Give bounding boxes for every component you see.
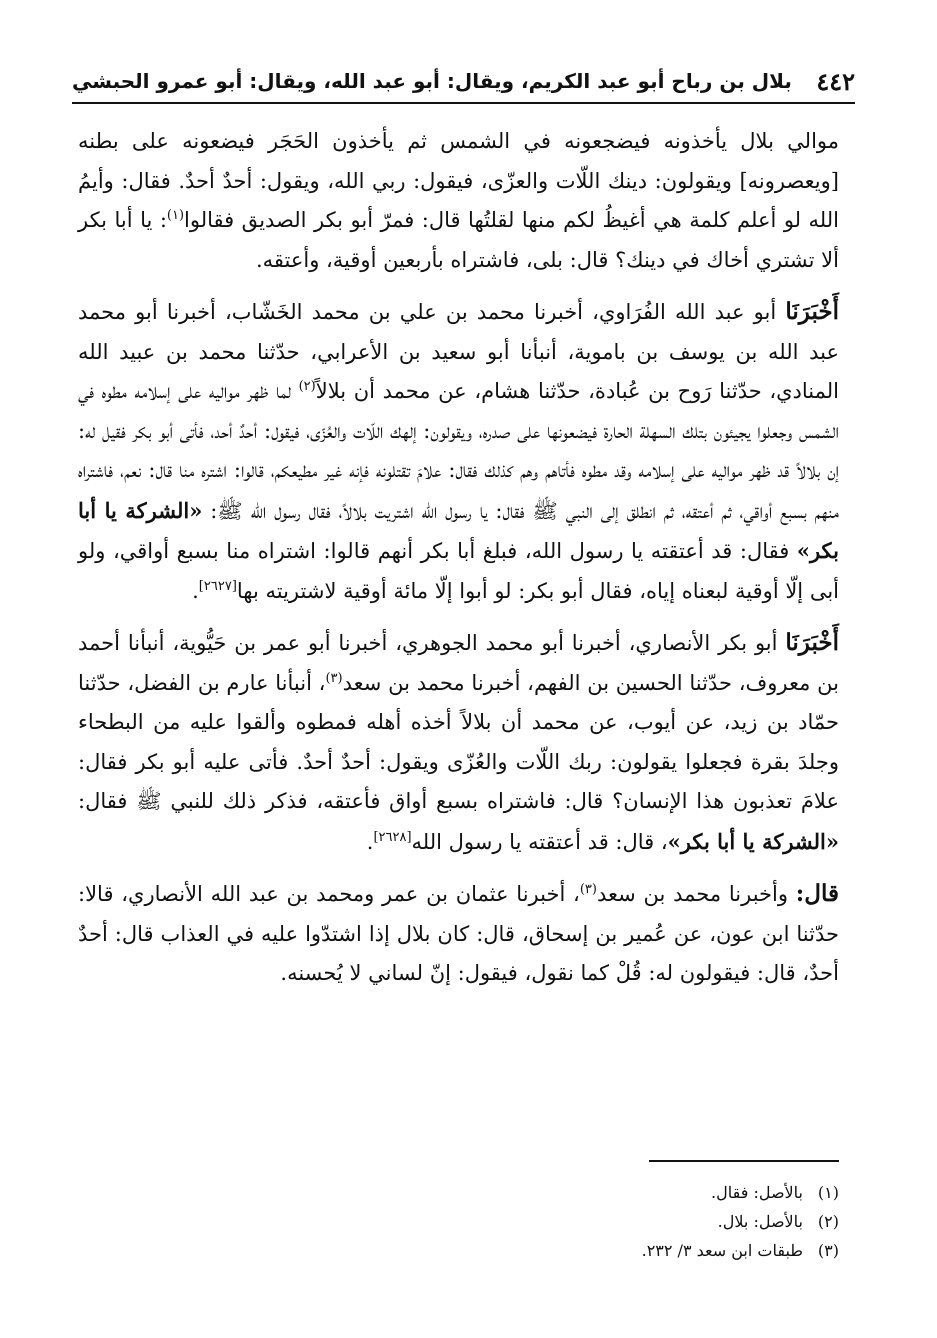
text-segment: : يا أبا بكر ألا تشتري أخاك في دينك؟ قال: بلى، فاشتراه بأربعين أوقية، وأعتقه. [78,208,839,272]
text-segment: موالي بلال يأخذونه فيضجعونه في الشمس ثم يأخذون الحَجَر فيضعونه على بطنه [ويعصرونه] ويقولون: دينك اللّات والعزّى، فيقول: ربي الله، ويقول: أحدٌ أحدٌ. فقال: وأيمُ الله لو أعلم كلمة هي أغيظُ لكم منها لقلتُها قال: فمرّ أبو بكر الصديق فقالوا [78,129,839,232]
paragraph [78,122,839,280]
hadith-number: [٢٦٢٧] [198,578,237,594]
hadith-number: [٢٦٢٨] [373,829,412,845]
footnote-ref: (٣) [325,670,343,686]
text-segment: وأخبرنا محمد بن سعد [596,882,796,906]
footnote-ref: (١) [166,208,185,223]
page-header [72,60,855,104]
text-segment: ، قال: قد أعتقته يا رسول الله [411,829,668,854]
text-segment: ، أخبرنا عثمان بن عمر ومحمد بن عبد الله الأنصاري، قالا: حدّثنا ابن عون، عن عُمير بن إسحاق، قال: كان بلال إذا اشتدّوا عليه في العذاب قال: أحدٌ أحدٌ، قال: فيقولون له: قُلْ كما نقول، فيقول: إنّ لساني لا يُحسنه. [78,882,839,985]
footnote-text: بالأصل: بلال. [717,1212,803,1231]
text-segment: . [192,578,199,603]
footnote [300,1236,839,1265]
narration-keyword: أَخْبَرَنَا [785,629,839,656]
text-segment: أبو عبد الله الفُرَاوي، أخبرنا محمد بن علي بن محمد الخَشّاب، أخبرنا أبو محمد عبد الله بن يوسف بن باموية، أنبأنا أبو سعيد بن الأعرابي، حدّثنا محمد بن عبيد الله المنادي، حدّثنا رَوح بن عُبادة، حدّثنا هشام، عن محمد أن بلالاً [78,300,840,403]
footnote [300,1178,839,1207]
text-segment: . [366,829,374,854]
narration-keyword: قال: [795,880,839,907]
hadith-quote: «الشركة يا أبا بكر» [78,497,839,563]
text-segment: لما ظهر مواليه على إسلامه مطوه في الشمس وجعلوا يجيئون بتلك السهلة الحارة فيضعونها على صدره، ويقولون: إلهك اللّات والعُزّى، فيقول: أحدٌ أحد، فأتى أبو بكر فقيل له: إن بلالاً قد ظهر مواليه على إسلامه وقد مطوه فأتاهم وهم كذلك فقال: علامَ تقتلونه فإنه غير مطيعكم، قالوا: اشتره منا قال: نعم، فاشتراه منهم بسبع أواقي، ثم أعتقه، ثم انطلق إلى النبي ﷺ فقال: يا رسول الله اشتريت بلالاً، فقال رسول الله ﷺ: [78,379,839,523]
footnote-separator [649,1160,839,1162]
paragraph [78,623,839,862]
footnote-number: (١) [817,1183,839,1202]
text-segment: فقال: قد أعتقته يا رسول الله، فبلغ أبا بكر أنهم قالوا: اشتراه منا بسبع أواقي، ولو أبى إلّا أوقية لبعناه إياه، فقال أبو بكر: لو أبوا إلّا مائة أوقية لاشتريته بها [78,539,839,603]
paragraph [78,874,839,994]
footnote-ref: (٣) [579,882,597,897]
running-title: بلال بن رباح أبو عبد الكريم، ويقال: أبو عبد الله، ويقال: أبو عمرو الحبشي [72,69,792,93]
footnote-number: (٢) [817,1212,839,1231]
footnote-ref: (٢) [298,379,316,394]
footnote-text: بالأصل: فقال. [711,1183,803,1202]
main-text [78,122,839,994]
footnote-number: (٣) [817,1241,839,1260]
text-segment: أبو بكر الأنصاري، أخبرنا أبو محمد الجوهري، أخبرنا أبو عمر بن حَيُّوية، أنبأنا أحمد بن معروف، حدّثنا الحسين بن الفهم، أخبرنا محمد بن سعد [78,631,839,695]
hadith-quote: «الشركة يا أبا بكر» [667,828,839,854]
text-segment: ، أنبأنا عارم بن الفضل، حدّثنا حمّاد بن زيد، عن أيوب، عن محمد أن بلالاً أخذه أهله فمطوه وألقوا عليه من البطحاء وجلدَ بقرة فجعلوا يقولون: ربك اللّات والعُزّى ويقول: أحدٌ أحدٌ. فأتى عليه أبو بكر فقال: علامَ تعذبون هذا الإنسان؟ قال: فاشتراه بسبع أواق فأعتقه، فذكر ذلك للنبي ﷺ فقال: [78,670,839,813]
footnote [300,1207,839,1236]
paragraph [78,292,839,611]
page-number: ٤٤٢ [816,66,855,96]
narration-keyword: أَخْبَرَنَا [785,298,839,325]
footnote-text: طبقات ابن سعد ٣/ ٢٣٢. [641,1241,803,1260]
footnotes [300,1178,839,1265]
